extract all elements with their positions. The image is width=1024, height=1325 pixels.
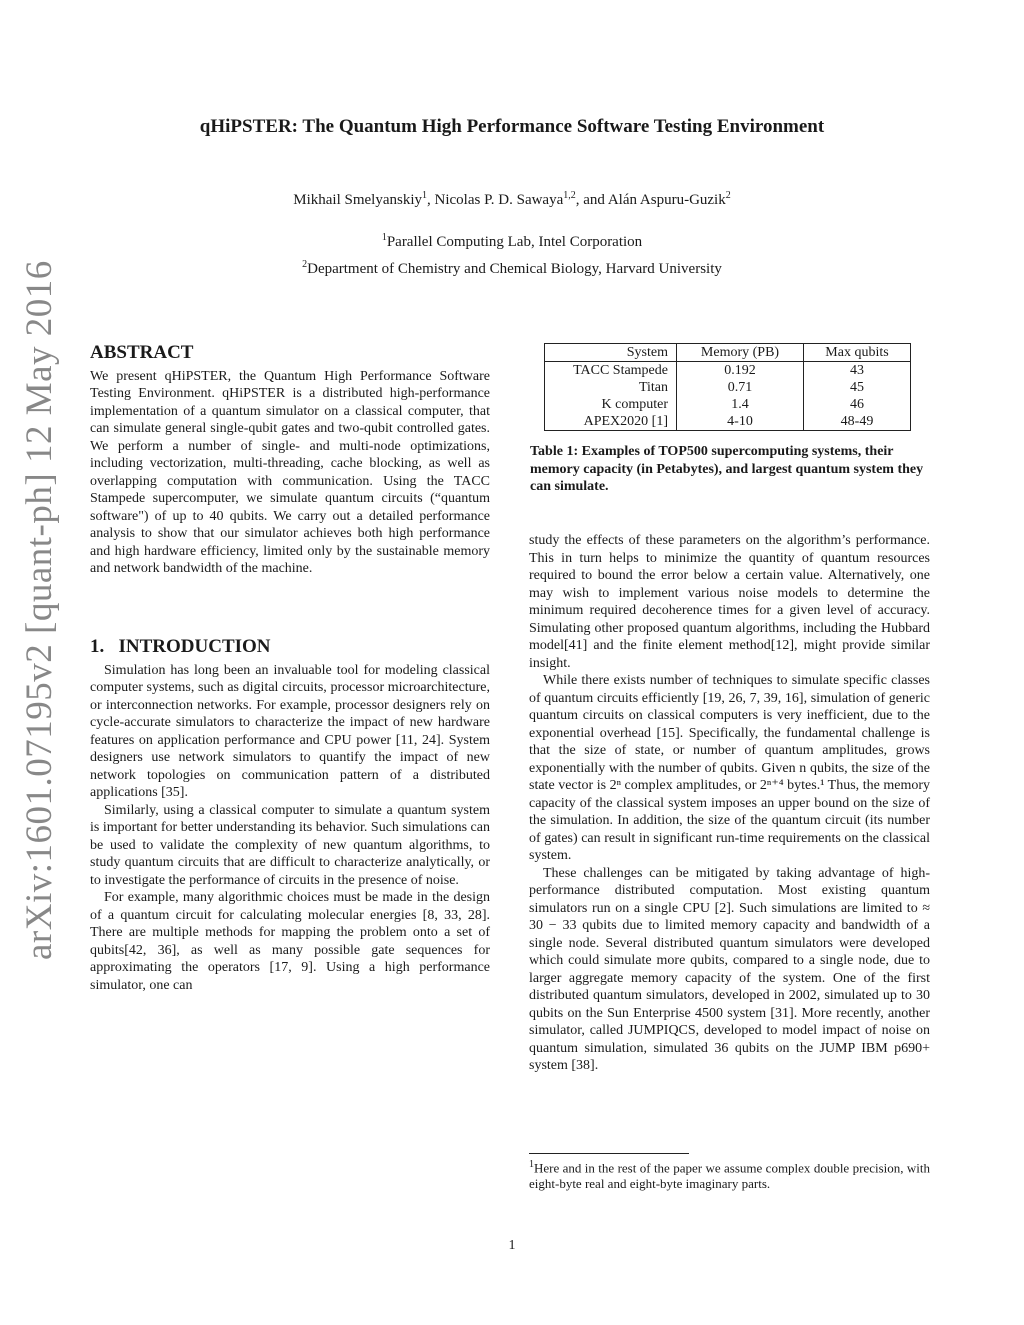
author-3-affiliation: 2: [725, 190, 731, 201]
author-list: [0, 190, 1024, 209]
footnote-marker: 1: [529, 1159, 534, 1170]
footnote-text: Here and in the rest of the paper we assume complex double precision, with eight-byte real and eight-byte imaginary parts.: [529, 1160, 930, 1192]
author-1: Mikhail Smelyanskiy: [293, 192, 423, 208]
table-cell: 43: [804, 362, 911, 380]
table-cell: 46: [804, 396, 911, 413]
abstract-text: We present qHiPSTER, the Quantum High Performance Software Testing Environment. qHiPSTER is a distributed high-performance implementation of a quantum simulator on a classical computer, that can simulate general single-qubit gates and two-qubit controlled gates. We perform a number of single- and multi-node optimizations, including vectorization, multi-threading, cache blocking, as well as overlapping computation with communication. Using the TACC Stampede supercomputer, we simulate quantum circuits (“quantum software") of up to 40 qubits. We carry out a detailed performance analysis to show that our simulator achieves both high performance and high hardware efficiency, limited only by the sustainable memory and network bandwidth of the machine.: [90, 368, 490, 576]
table-row: [545, 413, 911, 431]
right-paragraph-1: study the effects of these parameters on the algorithm’s performance. This in turn helps to minimize the quantity of quantum resources required to bound the error below a certain value. Alternatively, one may wish to implement various noise models to determine the minimum required decoherence times for a given level of accuracy. Simulating other proposed quantum algorithms, including the Hubbard model[41] and the finite element method[12], might provide similar insight.: [529, 533, 930, 671]
table-header-row: [545, 344, 911, 362]
table-row: [545, 362, 911, 380]
table-header-cell: Memory (PB): [677, 344, 804, 362]
affiliation-1: $^1$Parallel Computing Lab, Intel Corporation: [381, 232, 643, 250]
right-paragraph-2: While there exists number of techniques to simulate specific classes of quantum circuits efficiently [19, 26, 7, 39, 16], simulation of generic quantum circuits on classical computers is very inefficient, due to the exponential overhead [15]. Specifically, the fundamental challenge is that the size of state, or number of quantum amplitudes, grows exponentially with the number of qubits. Given n qubits, the size of the state vector is 2ⁿ complex amplitudes, or 2ⁿ⁺⁴ bytes.¹ Thus, the memory capacity of the classical system imposes an upper bound on the size of the simulation. In addition, the size of the quantum circuit (its number of gates) can result in significant run-time requirements on the classical system.: [529, 673, 930, 863]
table-cell: APEX2020 [1]: [545, 413, 677, 431]
table-header-cell: Max qubits: [804, 344, 911, 362]
abstract-heading: ABSTRACT: [90, 342, 194, 363]
intro-paragraph-3: For example, many algorithmic choices must be made in the design of a quantum circuit for calculating molecular energies [8, 33, 28]. There are multiple methods for mapping the problem onto a set of qubits[42, 36], as well as many possible gate sequences for approximating the operators [17, 9]. Using a high performance simulator, one can: [90, 890, 490, 993]
author-3: , and Alán Aspuru-Guzik: [575, 192, 726, 208]
table-cell: 48-49: [804, 413, 911, 431]
author-1-affiliation: 1: [422, 190, 428, 201]
table-row: [545, 396, 911, 413]
intro-paragraph-2: Similarly, using a classical computer to simulate a quantum system is important for better understanding its behavior. Such simulations can be used to validate the complexity of new quantum algorithms, to study quantum circuits that are difficult to characterize analytically, or to investigate the performance of circuits in the presence of noise.: [90, 802, 490, 888]
supercomputer-table: [544, 343, 911, 431]
intro-paragraph-1: Simulation has long been an invaluable tool for modeling classical computer systems, such as digital circuits, processor microarchitecture, or interconnection networks. For example, processor designers rely on cycle-accurate simulators to characterize the impact of new hardware features on application performance and CPU power [11, 24]. System designers use network simulators to quantify the impact of new network topologies on communication pattern of a distributed applications [35].: [90, 662, 490, 800]
table-cell: 4-10: [677, 413, 804, 431]
footnote-rule: [529, 1153, 689, 1154]
author-2: , Nicolas P. D. Sawaya: [427, 192, 564, 208]
table-caption: Table 1: Examples of TOP500 supercomputing systems, their memory capacity (in Petabytes), and largest quantum system they can simulate.: [530, 444, 924, 494]
right-column-text: [529, 532, 930, 1075]
author-2-affiliation: 1,2: [563, 190, 576, 201]
introduction-section: [90, 638, 490, 994]
table-cell: 0.71: [677, 379, 804, 396]
paper-title: qHiPSTER: The Quantum High Performance Software Testing Environment: [199, 116, 825, 137]
introduction-heading: 1. INTRODUCTION: [90, 636, 271, 657]
table-cell: K computer: [545, 396, 677, 413]
affiliation-2: $^2$Department of Chemistry and Chemical Biology, Harvard University: [302, 259, 722, 277]
table-cell: 1.4: [677, 396, 804, 413]
table-cell: Titan: [545, 379, 677, 396]
arxiv-stamp: arXiv:1601.07195v2 [quant-ph] 12 May 2016: [19, 260, 60, 960]
footnote: [529, 1157, 930, 1192]
table-cell: 45: [804, 379, 911, 396]
right-paragraph-3: These challenges can be mitigated by taking advantage of high-performance distributed computation. Most existing quantum simulators run on a single CPU [2]. Such simulations are limited to ≈ 30 − 33 qubits due to limited memory capacity and bandwidth of a single node. Several distributed quantum simulators were developed which could simulate more qubits, compared to a single node, due to larger aggregate memory capacity of the system. One of the first distributed quantum simulators, developed in 2002, simulated up to 30 qubits on the Sun Enterprise 4500 system [31]. More recently, another simulator, called JUMPIQCS, developed to model impact of noise on quantum simulation, simulated 36 qubits on the JUMP IBM p690+ system [38].: [529, 865, 930, 1073]
table-cell: 0.192: [677, 362, 804, 380]
table-header-cell: System: [545, 344, 677, 362]
table-row: [545, 379, 911, 396]
abstract-section: [90, 344, 490, 578]
page-number: 1: [508, 1238, 516, 1253]
table-cell: TACC Stampede: [545, 362, 677, 380]
